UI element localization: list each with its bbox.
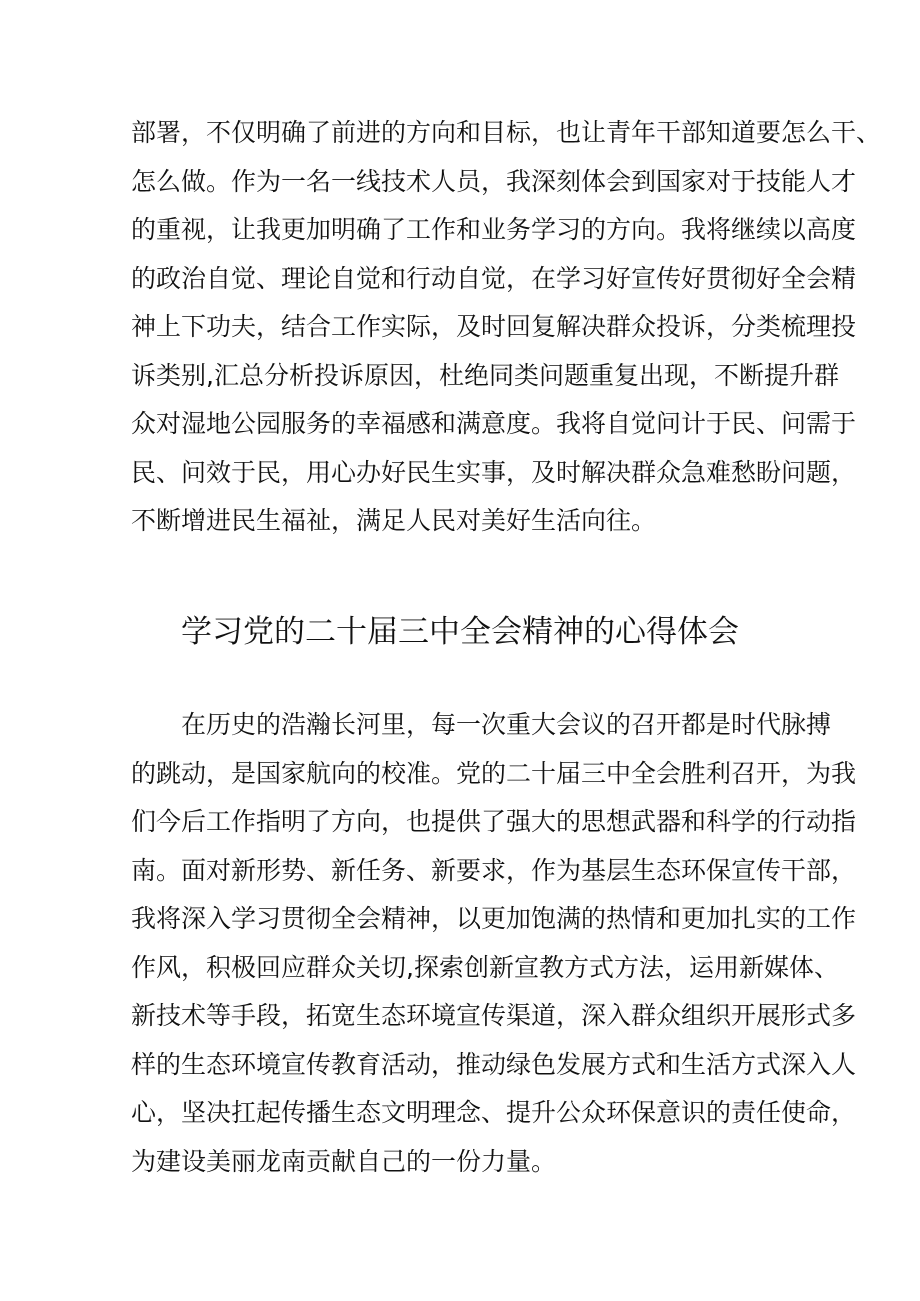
paragraph-line: 部署，不仅明确了前进的方向和目标，也让青年干部知道要怎么干、 (131, 118, 882, 147)
paragraph-line: 心，坚决扛起传播生态文明理念、提升公众环保意识的责任使命， (131, 1098, 857, 1127)
paragraph-line: 南。面对新形势、新任务、新要求，作为基层生态环保宣传干部， (131, 855, 857, 885)
paragraph-line: 我将深入学习贯彻全会精神，以更加饱满的热情和更加扎实的工作 (131, 904, 857, 933)
paragraph-line: 为建设美丽龙南贡献自己的一份力量。 (131, 1146, 557, 1176)
section-heading: 学习党的二十届三中全会精神的心得体会 (181, 614, 739, 650)
paragraph-2 (131, 701, 857, 1186)
paragraph-line: 作风，积极回应群众关切,探索创新宣教方式方法，运用新媒体、 (131, 952, 839, 982)
paragraph-line: 新技术等手段，拓宽生态环境宣传渠道，深入群众组织开展形式多 (131, 1001, 857, 1030)
paragraph-line: 样的生态环境宣传教育活动，推动绿色发展方式和生活方式深入人 (131, 1049, 857, 1079)
paragraph-line: 诉类别,汇总分析投诉原因，杜绝同类问题重复出现，不断提升群 (131, 360, 839, 390)
paragraph-line: 在历史的浩瀚长河里，每一次重大会议的召开都是时代脉搏 (181, 710, 832, 739)
paragraph-line: 们今后工作指明了方向，也提供了强大的思想武器和科学的行动指 (131, 807, 857, 836)
paragraph-line: 众对湿地公园服务的幸福感和满意度。我将自觉问计于民、问需于 (131, 409, 857, 438)
paragraph-line: 的跳动，是国家航向的校准。党的二十届三中全会胜利召开，为我 (131, 758, 857, 788)
paragraph-line: 民、问效于民，用心办好民生实事，及时解决群众急难愁盼问题， (131, 457, 857, 487)
paragraph-line: 的政治自觉、理论自觉和行动自觉，在学习好宣传好贯彻好全会精 (131, 263, 857, 293)
paragraph-line: 怎么做。作为一名一线技术人员，我深刻体会到国家对于技能人才 (131, 166, 857, 196)
paragraph-line: 的重视，让我更加明确了工作和业务学习的方向。我将继续以高度 (131, 215, 857, 244)
paragraph-1 (131, 109, 882, 546)
paragraph-line: 不断增进民生福祉，满足人民对美好生活向往。 (131, 506, 657, 535)
paragraph-line: 神上下功夫，结合工作实际，及时回复解决群众投诉，分类梳理投 (131, 312, 857, 341)
